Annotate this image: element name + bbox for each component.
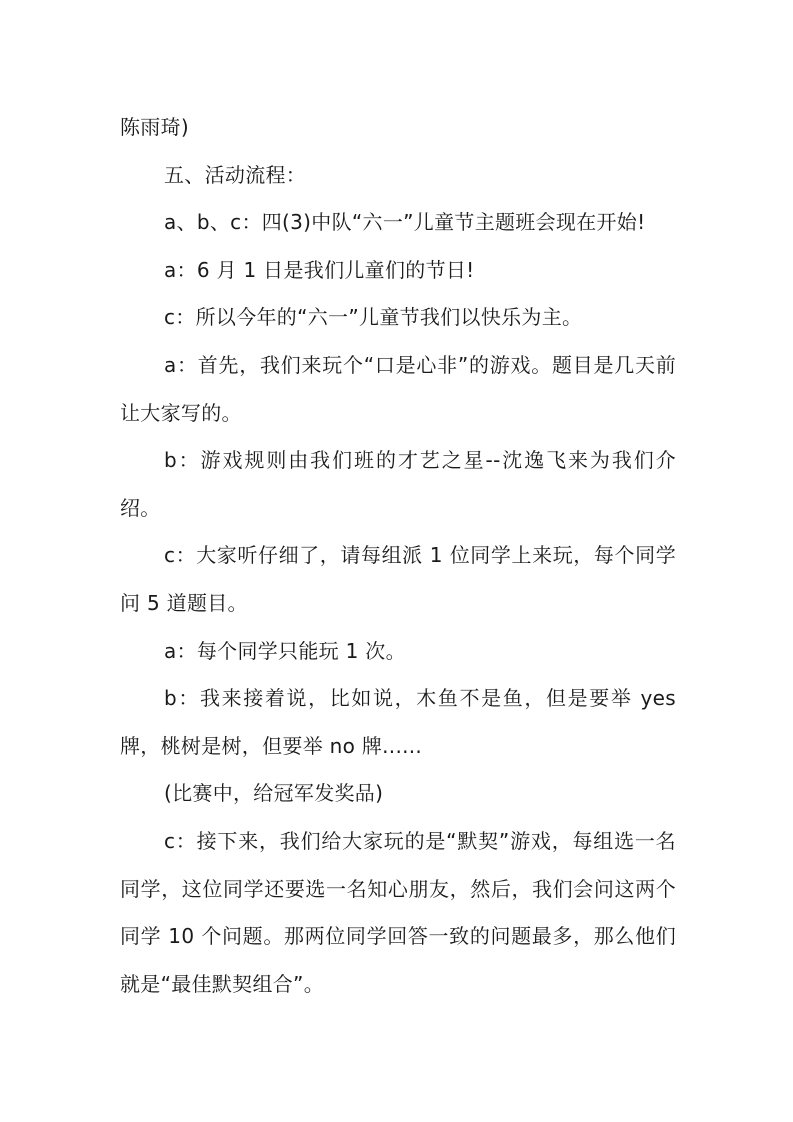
paragraph-theme: c：所以今年的“六一”儿童节我们以快乐为主。	[164, 305, 583, 330]
paragraph-rules-intro: b：游戏规则由我们班的才艺之星--沈逸飞来为我们介绍。	[120, 448, 676, 520]
paragraph-award: (比赛中，给冠军发奖品)	[164, 781, 384, 806]
paragraph-name-continuation: 陈雨琦)	[120, 115, 190, 139]
paragraph-play-once: a：每个同学只能玩 1 次。	[164, 638, 406, 663]
document-body	[120, 104, 676, 1008]
paragraph-date: a：6 月 1 日是我们儿童们的节日!	[164, 257, 475, 282]
paragraph-example: b：我来接着说，比如说，木鱼不是鱼，但是要举 yes 牌，桃树是树，但要举 no 牌......	[120, 686, 676, 758]
paragraph-opening: a、b、c：四(3)中队“六一”儿童节主题班会现在开始!	[164, 210, 646, 235]
paragraph-first-game: a：首先，我们来玩个“口是心非”的游戏。题目是几天前让大家写的。	[120, 352, 676, 425]
paragraph-second-game: c：接下来，我们给大家玩的是“默契”游戏，每组选一名同学，这位同学还要选一名知心朋友，然后，我们会问这两个同学 10 个问题。那两位同学回答一致的问题最多，那么他们就是“最佳默契组合”。	[120, 828, 676, 996]
paragraph-rules: c：大家听仔细了，请每组派 1 位同学上来玩，每个同学问 5 道题目。	[120, 543, 676, 615]
section-heading-activity-process: 五、活动流程：	[164, 162, 307, 187]
